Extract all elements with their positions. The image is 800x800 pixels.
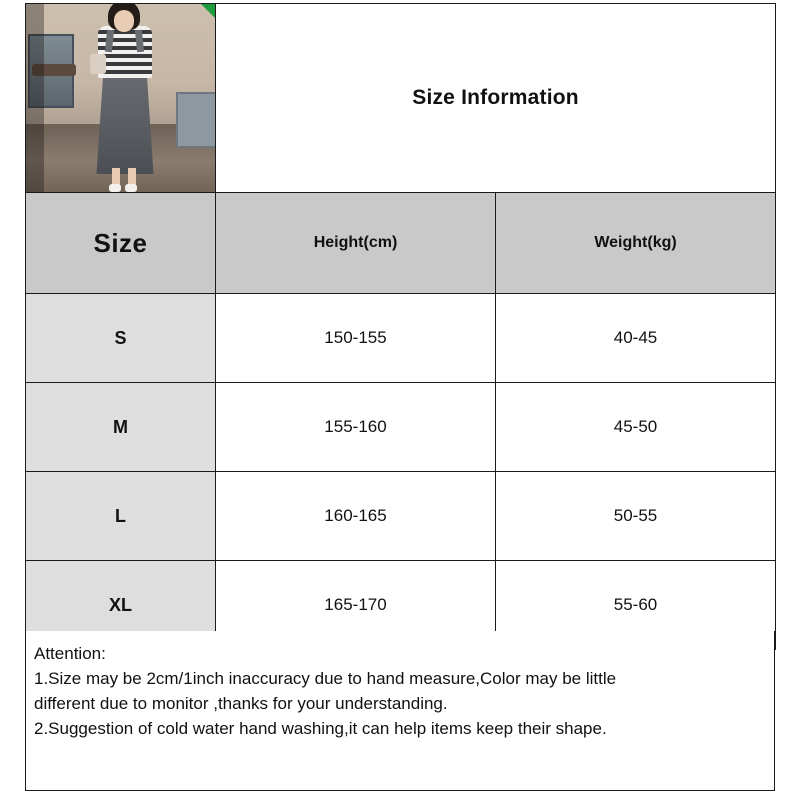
- cell-height: 150-155: [216, 294, 496, 383]
- photo-shoe-left: [109, 184, 121, 192]
- cell-weight: 45-50: [496, 383, 776, 472]
- page-title: Size Information: [216, 4, 776, 193]
- photo-model: [84, 4, 164, 193]
- attention-line-2: different due to monitor ,thanks for your understanding.: [34, 694, 448, 714]
- cell-height: 165-170: [216, 561, 496, 650]
- cell-height: 160-165: [216, 472, 496, 561]
- photo-shoe-right: [125, 184, 137, 192]
- attention-line-1: 1.Size may be 2cm/1inch inaccuracy due to hand measure,Color may be little: [34, 669, 617, 689]
- cell-size: M: [26, 383, 216, 472]
- cell-weight: 50-55: [496, 472, 776, 561]
- column-header-weight: Weight(kg): [496, 193, 776, 294]
- column-header-row: [26, 193, 776, 294]
- photo-handbag: [90, 54, 106, 74]
- cell-size: S: [26, 294, 216, 383]
- model-photo-cell: [26, 4, 216, 193]
- table-row: [26, 472, 776, 561]
- cell-weight: 40-45: [496, 294, 776, 383]
- photo-edge-shadow: [26, 4, 44, 192]
- cell-size: L: [26, 472, 216, 561]
- attention-box: [25, 631, 775, 791]
- photo-chair: [176, 92, 216, 148]
- attention-line-3: 2.Suggestion of cold water hand washing,it can help items keep their shape.: [34, 719, 607, 739]
- table-row: [26, 294, 776, 383]
- attention-heading: Attention:: [34, 644, 106, 663]
- table-header-row: [26, 4, 776, 193]
- cell-size: XL: [26, 561, 216, 650]
- table-row: [26, 383, 776, 472]
- video-corner-badge-icon: [201, 4, 215, 18]
- column-header-height: Height(cm): [216, 193, 496, 294]
- photo-face: [114, 10, 134, 32]
- cell-height: 155-160: [216, 383, 496, 472]
- column-header-size: Size: [26, 193, 216, 294]
- size-information-table: [25, 3, 776, 650]
- model-photo: [26, 4, 215, 192]
- cell-weight: 55-60: [496, 561, 776, 650]
